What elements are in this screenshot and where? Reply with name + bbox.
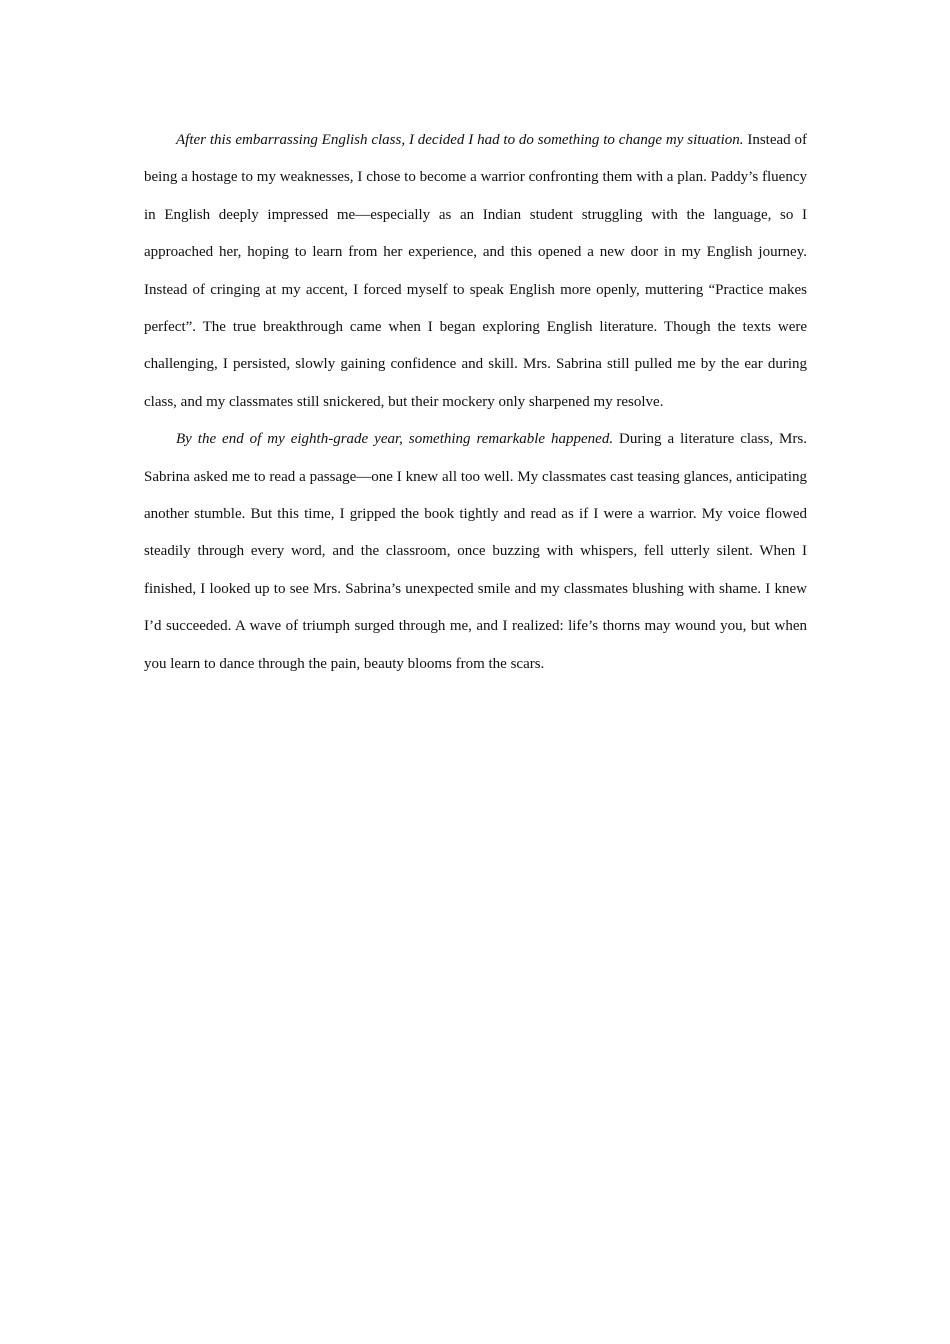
paragraph-text: During a literature class, Mrs. Sabrina asked me to read a passage—one I knew all too well. My classmates cast teasing glances, anticipating another stumble. But this time, I gripped the book tightly and read as if I were a warrior. My voice flowed steadily through every word, and the classroom, once buzzing with whispers, fell utterly silent. When I finished, I looked up to see Mrs. Sabrina’s unexpected smile and my classmates blushing with shame. I knew I’d succeeded. A wave of triumph surged through me, and I realized: life’s thorns may wound you, but when you learn to dance through the pain, beauty blooms from the scars. bbox=[144, 431, 807, 672]
paragraph bbox=[144, 122, 807, 421]
paragraph-lead-sentence: By the end of my eighth-grade year, something remarkable happened. bbox=[176, 431, 614, 448]
paragraph-text: Instead of being a hostage to my weaknesses, I chose to become a warrior confronting them with a plan. Paddy’s fluency in English deeply impressed me—especially as an Indian student struggling with the language, so I approached her, hoping to learn from her experience, and this opened a new door in my English journey. Instead of cringing at my accent, I forced myself to speak English more openly, muttering “Practice makes perfect”. The true breakthrough came when I began exploring English literature. Though the texts were challenging, I persisted, slowly gaining confidence and skill. Mrs. Sabrina still pulled me by the ear during class, and my classmates still snickered, but their mockery only sharpened my resolve. bbox=[144, 132, 808, 410]
paragraph bbox=[144, 421, 807, 683]
paragraph-lead-sentence: After this embarrassing English class, I decided I had to do something to change my situation. bbox=[176, 132, 744, 148]
essay-body bbox=[144, 122, 807, 683]
